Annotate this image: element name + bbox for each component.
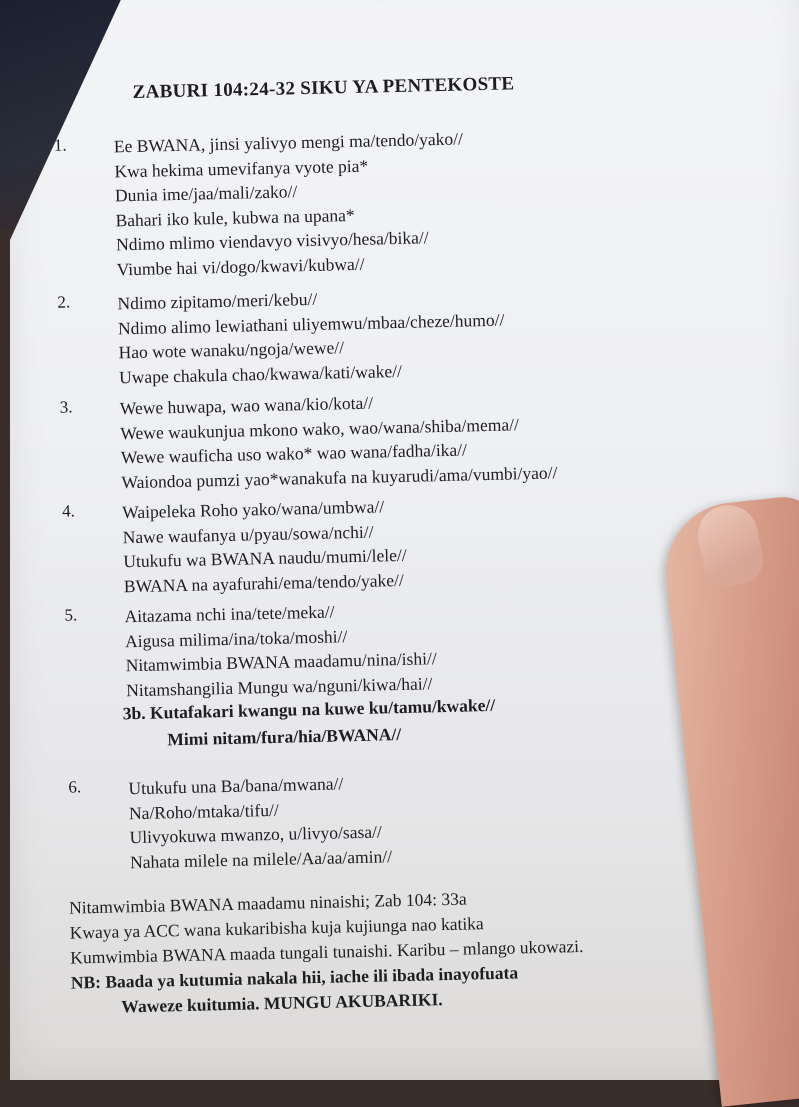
verse-line: Ulivyokuwa mwanzo, u/livyo/sasa//	[129, 821, 383, 848]
footer-notes	[69, 884, 585, 1021]
verse-line: Dunia ime/jaa/mali/zako//	[114, 181, 298, 206]
footer-line: Kumwimbia BWANA maada tungali tunaishi. Karibu – mlango ukowazi.	[70, 935, 584, 968]
verse-line: Ndimo mlimo viendavyo visivyo/hesa/bika//	[115, 227, 429, 255]
verse-line: Wewe wauficha uso wako* wao wana/fadha/ika//	[120, 439, 468, 468]
stanza-number: 3.	[59, 397, 73, 417]
verse-line: Waipeleka Roho yako/wana/umbwa//	[121, 496, 385, 523]
verse-line: Aitazama nchi ina/tete/meka//	[124, 601, 335, 627]
verse-line: Waiondoa pumzi yao*wanakufa na kuyarudi/ama/vumbi/yao//	[121, 461, 558, 492]
stanza-number: 2.	[57, 292, 71, 312]
verse-line: Kwa hekima umevifanya vyote pia*	[114, 155, 369, 181]
document-title: ZABURI 104:24-32 SIKU YA PENTEKOSTE	[132, 73, 515, 103]
verse-line: Wewe waukunjua mkono wako, wao/wana/shiba/mema//	[120, 413, 520, 443]
footer-line: Nitamwimbia BWANA maadamu ninaishi; Zab 104: 33a	[68, 888, 467, 918]
verse-line: Nahata milele na milele/Aa/aa/amin//	[129, 845, 393, 872]
verse-line: Aigusa milima/ina/toka/moshi//	[124, 625, 348, 651]
verse-line: Nawe waufanya u/pyau/sowa/nchi//	[122, 521, 374, 547]
verse-line: Na/Roho/mtaka/tifu//	[128, 799, 279, 823]
nb-note: NB: Baada ya kutumia nakala hii, iache ili ibada inayofuata	[70, 962, 519, 993]
verse-line: BWANA na ayafurahi/ema/tendo/yake//	[123, 569, 404, 596]
verse-line: Ndimo alimo lewiathani uliyemwu/mbaa/cheze/humo//	[117, 309, 505, 338]
stanza-number: 6.	[68, 777, 82, 797]
verse-line: Ee BWANA, jinsi yalivyo mengi ma/tendo/yako//	[113, 128, 464, 157]
verse-line: Nitamshangilia Mungu wa/nguni/kiwa/hai//	[126, 672, 433, 700]
refrain-line: Mimi nitam/fura/hia/BWANA//	[167, 724, 402, 750]
refrain	[122, 692, 496, 754]
verse-line: Nitamwimbia BWANA maadamu/nina/ishi//	[125, 648, 437, 676]
stanza-number: 5.	[64, 605, 78, 625]
verse-line: Uwape chakula chao/kwawa/kati/wake//	[118, 360, 403, 387]
verse-line: Utukufu wa BWANA naudu/mumi/lele//	[123, 544, 407, 572]
verse-line: Hao wote wanaku/ngoja/wewe//	[118, 337, 345, 363]
stanza-number: 1.	[53, 135, 67, 155]
footer-line: Kwaya ya ACC wana kukaribisha kuja kujiunga nao katika	[69, 913, 484, 943]
stanza-number: 4.	[61, 501, 76, 521]
refrain-line: 3b. Kutafakari kwangu na kuwe ku/tamu/kwake//	[122, 694, 496, 724]
nb-note: Waweze kuitumia. MUNGU AKUBARIKI.	[121, 989, 443, 1017]
verse-line: Bahari iko kule, kubwa na upana*	[115, 204, 355, 230]
verse-line: Wewe huwapa, wao wana/kio/kota//	[119, 392, 374, 419]
verse-line: Viumbe hai vi/dogo/kwavi/kubwa//	[116, 253, 365, 279]
verse-line: Utukufu una Ba/bana/mwana//	[128, 773, 344, 799]
verse-line: Ndimo zipitamo/meri/kebu//	[117, 288, 318, 314]
